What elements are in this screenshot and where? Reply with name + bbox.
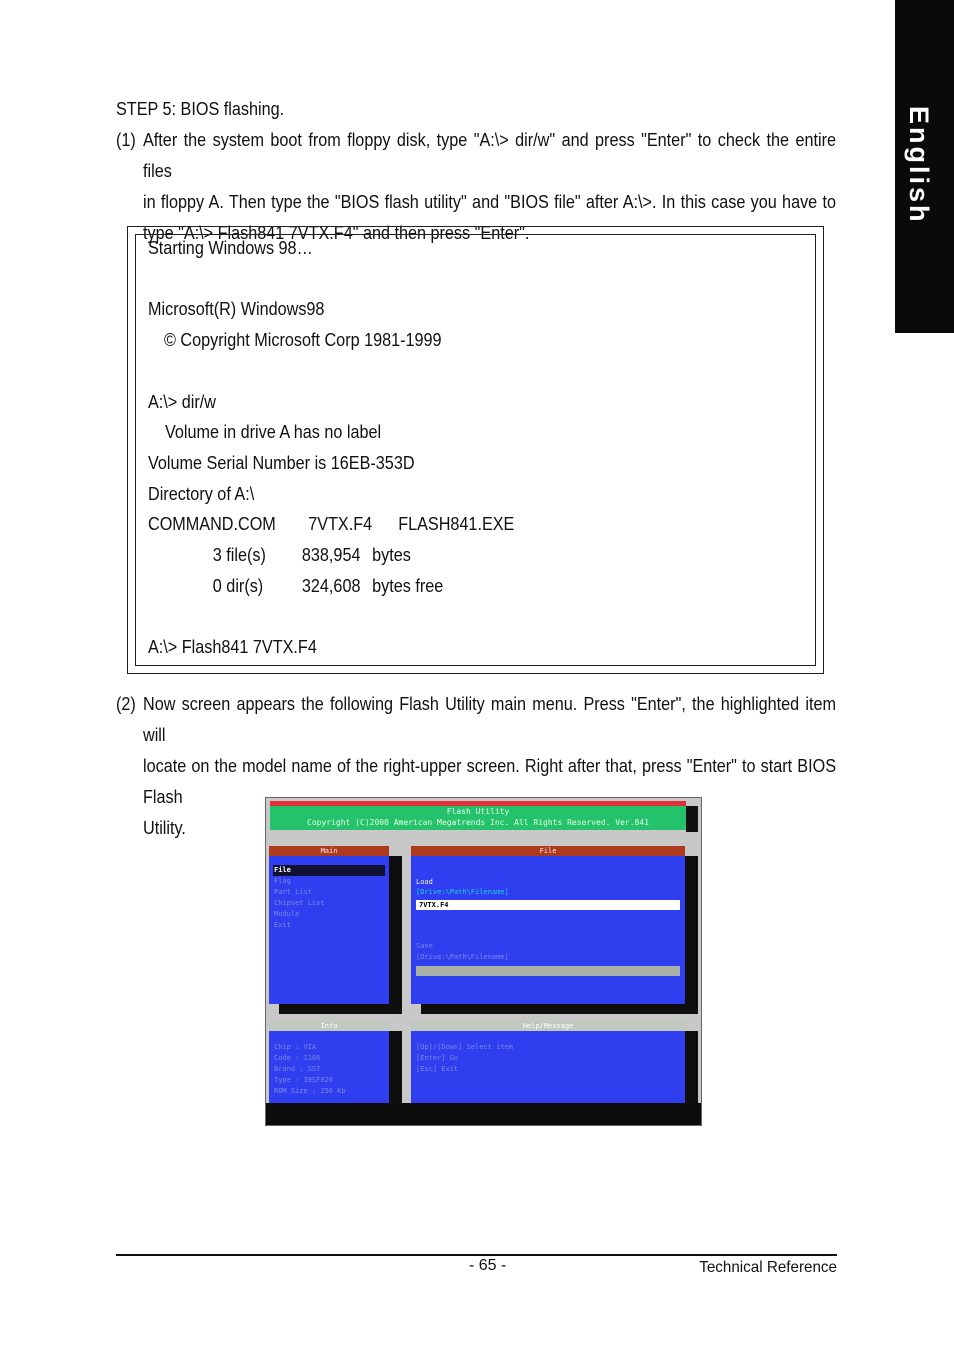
flash-title: Flash Utility bbox=[446, 807, 510, 816]
menu-item-chipset-list[interactable]: Chipset List bbox=[274, 899, 325, 907]
console-summary-dirs bbox=[148, 576, 526, 600]
console-summary-files bbox=[148, 545, 526, 569]
console-line: Directory of A:\ bbox=[148, 484, 255, 504]
console-line: Volume Serial Number is 16EB-353D bbox=[148, 453, 415, 473]
main-panel-title: Main bbox=[269, 846, 389, 856]
console-summary-count: 0 dir(s) bbox=[212, 576, 264, 596]
panel-shadow bbox=[421, 1004, 698, 1014]
console-line: Volume in drive A has no label bbox=[165, 422, 382, 442]
console-summary-unit: bytes bbox=[372, 545, 411, 565]
menu-item-exit[interactable]: Exit bbox=[274, 921, 291, 929]
console-inner bbox=[135, 234, 816, 666]
console-file: COMMAND.COM bbox=[148, 514, 276, 534]
page-number: - 65 - bbox=[469, 1257, 507, 1274]
info-row: Brand : SST bbox=[274, 1065, 321, 1073]
panel-shadow bbox=[389, 856, 402, 1014]
step-2-line: Utility. bbox=[143, 818, 186, 838]
console-summary-count: 3 file(s) bbox=[212, 545, 266, 565]
console-summary-size: 838,954 bbox=[301, 545, 361, 565]
console-file: 7VTX.F4 bbox=[308, 514, 373, 534]
header-shadow bbox=[686, 806, 698, 832]
console-line: Starting Windows 98… bbox=[148, 238, 313, 258]
info-row: Type : 39SF020 bbox=[274, 1076, 334, 1084]
flash-utility-screenshot bbox=[265, 797, 702, 1126]
file-panel-title: File bbox=[411, 846, 685, 856]
step-2-line: Now screen appears the following Flash Utility main menu. Press "Enter", the highlighted item will bbox=[143, 694, 836, 745]
help-panel-title: Help/Message bbox=[411, 1021, 685, 1031]
panel-shadow bbox=[685, 856, 698, 1014]
console-box bbox=[127, 226, 824, 674]
step-1-line: After the system boot from floppy disk, type "A:\> dir/w" and press "Enter" to check the entire files bbox=[143, 130, 836, 181]
menu-item-part-list[interactable]: Part List bbox=[274, 888, 312, 896]
save-file-input[interactable] bbox=[416, 966, 680, 976]
load-file-input[interactable]: 7VTX.F4 bbox=[416, 900, 680, 910]
info-row: ROM Size : 256 Kb bbox=[274, 1087, 346, 1095]
console-line: © Copyright Microsoft Corp 1981-1999 bbox=[164, 330, 442, 350]
step-title: STEP 5: BIOS flashing. bbox=[116, 99, 285, 119]
save-label: Save bbox=[416, 942, 433, 950]
step-1-line: in floppy A. Then type the "BIOS flash utility" and "BIOS file" after A:\>. In this case you have to bbox=[143, 192, 836, 212]
console-line: Microsoft(R) Windows98 bbox=[148, 299, 325, 319]
language-tab bbox=[895, 0, 954, 333]
panel-shadow bbox=[279, 1004, 402, 1014]
screen-bottom-strip bbox=[266, 1103, 701, 1125]
step-1-number: (1) bbox=[116, 130, 136, 150]
flash-copyright: Copyright (C)2000 American Megatrends Inc. All Rights Reserved. Ver.841 bbox=[307, 818, 649, 827]
console-file: FLASH841.EXE bbox=[398, 514, 515, 534]
panel-shadow bbox=[685, 1031, 698, 1103]
menu-item-file[interactable]: File bbox=[273, 865, 385, 876]
file-panel bbox=[411, 846, 685, 1004]
load-hint: [Drive:\Path\Filename] bbox=[416, 888, 509, 896]
language-tab-label: English bbox=[904, 106, 934, 225]
flash-header bbox=[270, 806, 686, 830]
section-name: Technical Reference bbox=[699, 1259, 837, 1276]
save-hint: [Drive:\Path\Filename] bbox=[416, 953, 509, 961]
main-panel bbox=[269, 846, 389, 1004]
menu-item-module[interactable]: Module bbox=[274, 910, 300, 918]
load-label: Load bbox=[416, 878, 433, 886]
info-panel-title: Info bbox=[269, 1021, 389, 1031]
footer-rule bbox=[116, 1254, 837, 1256]
info-panel bbox=[269, 1021, 389, 1103]
help-row: [Up]/[Down] Select item bbox=[416, 1043, 513, 1051]
info-row: Chip : VIA bbox=[274, 1043, 317, 1051]
console-line: A:\> Flash841 7VTX.F4 bbox=[148, 637, 317, 657]
menu-item-flag[interactable]: Flag bbox=[274, 877, 291, 885]
info-row: Code : 1106 bbox=[274, 1054, 321, 1062]
console-file-list bbox=[148, 514, 526, 538]
panel-shadow bbox=[389, 1031, 402, 1103]
help-row: [Enter] Go bbox=[416, 1054, 459, 1062]
console-line: A:\> dir/w bbox=[148, 392, 216, 412]
console-summary-unit: bytes free bbox=[372, 576, 444, 596]
console-summary-size: 324,608 bbox=[301, 576, 361, 596]
step-1-line: type "A:\> Flash841 7VTX.F4" and then press "Enter". bbox=[143, 223, 530, 243]
help-panel bbox=[411, 1021, 685, 1103]
step-2-line: locate on the model name of the right-upper screen. Right after that, press "Enter" to start BIOS Flash bbox=[143, 756, 836, 807]
step-2-number: (2) bbox=[116, 694, 136, 714]
help-row: [Esc] Exit bbox=[416, 1065, 459, 1073]
